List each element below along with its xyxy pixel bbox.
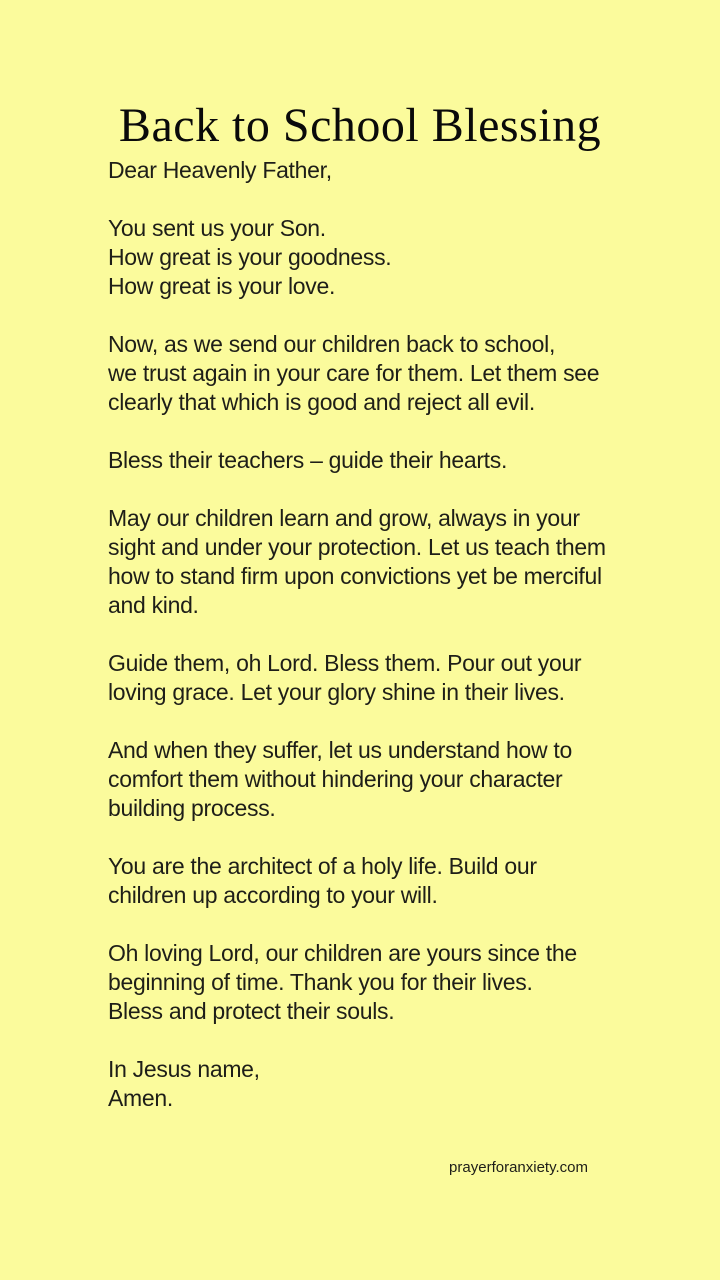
prayer-line: sight and under your protection. Let us teach them <box>108 534 606 560</box>
prayer-line: You sent us your Son. <box>108 215 326 241</box>
prayer-paragraph <box>108 939 628 1026</box>
prayer-line: You are the architect of a holy life. Build our <box>108 853 537 879</box>
prayer-line: how to stand firm upon convictions yet be merciful <box>108 563 602 589</box>
prayer-line: loving grace. Let your glory shine in their lives. <box>108 679 565 705</box>
prayer-line: And when they suffer, let us understand how to <box>108 737 572 763</box>
prayer-line: Bless and protect their souls. <box>108 998 395 1024</box>
prayer-line: comfort them without hindering your character <box>108 766 563 792</box>
prayer-line: and kind. <box>108 592 199 618</box>
prayer-line: Bless their teachers – guide their hearts. <box>108 447 508 473</box>
prayer-line: How great is your love. <box>108 273 336 299</box>
prayer-paragraph <box>108 649 628 707</box>
website-credit: prayerforanxiety.com <box>449 1159 588 1176</box>
prayer-paragraph <box>108 330 628 417</box>
prayer-line: children up according to your will. <box>108 882 438 908</box>
prayer-line: In Jesus name, <box>108 1056 260 1082</box>
prayer-line: Now, as we send our children back to school, <box>108 331 556 357</box>
prayer-paragraph <box>108 446 628 475</box>
prayer-line: Guide them, oh Lord. Bless them. Pour out your <box>108 650 582 676</box>
prayer-paragraph <box>108 852 628 910</box>
prayer-paragraph <box>108 504 628 620</box>
prayer-paragraph <box>108 736 628 823</box>
prayer-line: Dear Heavenly Father, <box>108 157 332 183</box>
prayer-paragraph <box>108 214 628 301</box>
prayer-line: building process. <box>108 795 276 821</box>
prayer-line: Amen. <box>108 1085 173 1111</box>
prayer-line: beginning of time. Thank you for their lives. <box>108 969 533 995</box>
prayer-line: clearly that which is good and reject all evil. <box>108 389 535 415</box>
prayer-line: Oh loving Lord, our children are yours since the <box>108 940 577 966</box>
prayer-paragraph <box>108 156 628 185</box>
prayer-line: we trust again in your care for them. Let them see <box>108 360 600 386</box>
prayer-line: May our children learn and grow, always in your <box>108 505 580 531</box>
prayer-paragraph <box>108 1055 628 1113</box>
page-title: Back to School Blessing <box>118 99 602 153</box>
prayer-line: How great is your goodness. <box>108 244 392 270</box>
prayer-text <box>108 156 628 1113</box>
